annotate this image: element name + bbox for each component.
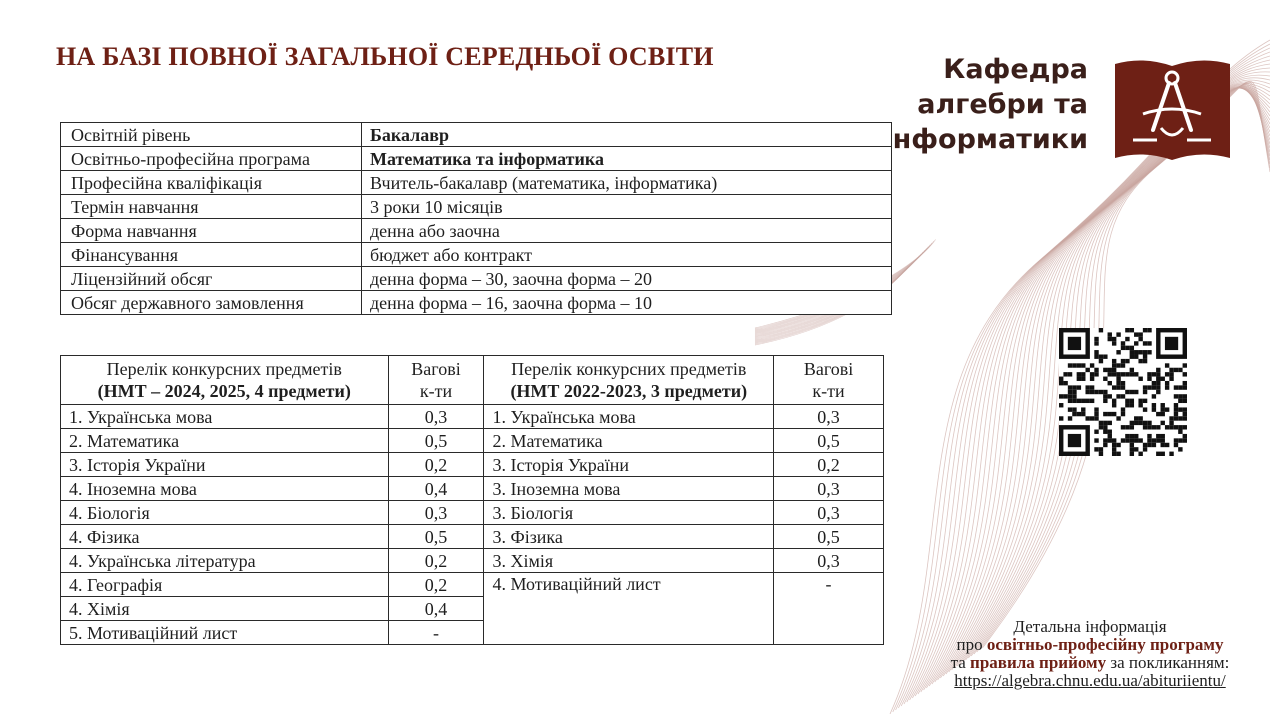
info-value: денна форма – 16, заочна форма – 10 (362, 291, 892, 315)
compass-book-logo (1113, 54, 1232, 165)
subject-cell: 2. Математика (61, 429, 389, 453)
footer-line-1: Детальна інформація (1013, 617, 1167, 636)
info-label: Обсяг державного замовлення (61, 291, 362, 315)
header-weights-line-1: Вагові (411, 359, 461, 379)
page-title: НА БАЗІ ПОВНОЇ ЗАГАЛЬНОЇ СЕРЕДНЬОЇ ОСВІТИ (56, 42, 714, 71)
weight-cell: 0,3 (774, 477, 884, 501)
weight-cell: 0,2 (388, 453, 484, 477)
column-header-subjects-2022 (484, 356, 774, 405)
info-value: денна форма – 30, заочна форма – 20 (362, 267, 892, 291)
table-row (61, 501, 884, 525)
weight-cell: 0,2 (774, 453, 884, 477)
subject-cell: 1. Українська мова (61, 405, 389, 429)
header-subtitle: (НМТ 2022-2023, 3 предмети) (510, 381, 748, 401)
subject-cell: 1. Українська мова (484, 405, 774, 429)
footer-text: та (950, 653, 971, 672)
table-row (61, 147, 892, 171)
subject-cell: 3. Іноземна мова (484, 477, 774, 501)
weight-cell: 0,3 (388, 501, 484, 525)
info-value: Бакалавр (362, 123, 892, 147)
subject-cell: 4. Іноземна мова (61, 477, 389, 501)
footer-line-2 (900, 636, 1270, 654)
table-row (61, 573, 884, 597)
subject-cell: 3. Історія України (484, 453, 774, 477)
subject-cell: 2. Математика (484, 429, 774, 453)
column-header-weights-2024 (388, 356, 484, 405)
info-label: Освітній рівень (61, 123, 362, 147)
info-value: Математика та інформатика (362, 147, 892, 171)
weight-cell: 0,3 (774, 501, 884, 525)
qr-code-icon[interactable] (1059, 328, 1187, 456)
table-row (61, 477, 884, 501)
footer-text: за покликанням: (1106, 653, 1230, 672)
weight-cell: - (388, 621, 484, 645)
column-header-subjects-2024 (61, 356, 389, 405)
info-value: денна або заочна (362, 219, 892, 243)
column-header-weights-2022 (774, 356, 884, 405)
info-value: Вчитель-бакалавр (математика, інформатика) (362, 171, 892, 195)
subject-cell: 3. Біологія (484, 501, 774, 525)
details-footer (900, 618, 1270, 690)
table-row (61, 549, 884, 573)
weight-cell: 0,3 (774, 549, 884, 573)
subject-cell: 4. Географія (61, 573, 389, 597)
subject-cell: 4. Українська література (61, 549, 389, 573)
info-value: 3 роки 10 місяців (362, 195, 892, 219)
subject-cell: 4. Біологія (61, 501, 389, 525)
table-row (61, 243, 892, 267)
info-label: Форма навчання (61, 219, 362, 243)
weight-cell: 0,4 (388, 597, 484, 621)
weight-cell: 0,3 (774, 405, 884, 429)
info-label: Фінансування (61, 243, 362, 267)
table-row (61, 453, 884, 477)
table-row (61, 267, 892, 291)
program-info-table (60, 122, 892, 315)
table-header-row (61, 356, 884, 405)
table-row (61, 405, 884, 429)
info-label: Професійна кваліфікація (61, 171, 362, 195)
subject-cell: 4. Фізика (61, 525, 389, 549)
subject-cell: 3. Історія України (61, 453, 389, 477)
table-row (61, 525, 884, 549)
header-title: Перелік конкурсних предметів (511, 359, 747, 379)
weight-cell: 0,5 (388, 429, 484, 453)
weight-cell: 0,3 (388, 405, 484, 429)
header-weights-line-1: Вагові (803, 359, 854, 379)
header-subtitle: (НМТ – 2024, 2025, 4 предмети) (97, 381, 351, 401)
abiturient-link[interactable]: https://algebra.chnu.edu.ua/abituriientu/ (954, 671, 1226, 690)
footer-text: про (956, 635, 987, 654)
department-title-line-2: алгебри та (917, 89, 1088, 120)
program-link-text: освітньо-професійну програму (986, 635, 1224, 654)
info-value: бюджет або контракт (362, 243, 892, 267)
subject-cell: 3. Фізика (484, 525, 774, 549)
weight-cell: 0,5 (774, 525, 884, 549)
subject-cell: 4. Мотиваційний лист (484, 573, 774, 645)
table-row (61, 123, 892, 147)
subject-cell: 3. Хімія (484, 549, 774, 573)
department-title-line-3: нформатики (892, 124, 1088, 155)
info-label: Ліцензійний обсяг (61, 267, 362, 291)
weight-cell: 0,5 (388, 525, 484, 549)
header-weights-line-2: к-ти (419, 381, 453, 401)
table-row (61, 195, 892, 219)
header-weights-line-2: к-ти (812, 381, 845, 401)
weight-cell: - (774, 573, 884, 645)
department-title-line-1: Кафедра (943, 54, 1088, 85)
info-label: Освітньо-професійна програма (61, 147, 362, 171)
weight-cell: 0,4 (388, 477, 484, 501)
table-row (61, 429, 884, 453)
weight-cell: 0,2 (388, 573, 484, 597)
rules-link-text: правила прийому (970, 653, 1107, 672)
weight-cell: 0,5 (774, 429, 884, 453)
weight-cell: 0,2 (388, 549, 484, 573)
subjects-weights-table (60, 355, 884, 645)
footer-line-3 (900, 654, 1270, 672)
table-row (61, 219, 892, 243)
subject-cell: 5. Мотиваційний лист (61, 621, 389, 645)
table-row (61, 291, 892, 315)
table-row (61, 171, 892, 195)
subject-cell: 4. Хімія (61, 597, 389, 621)
info-label: Термін навчання (61, 195, 362, 219)
header-title: Перелік конкурсних предметів (106, 359, 342, 379)
